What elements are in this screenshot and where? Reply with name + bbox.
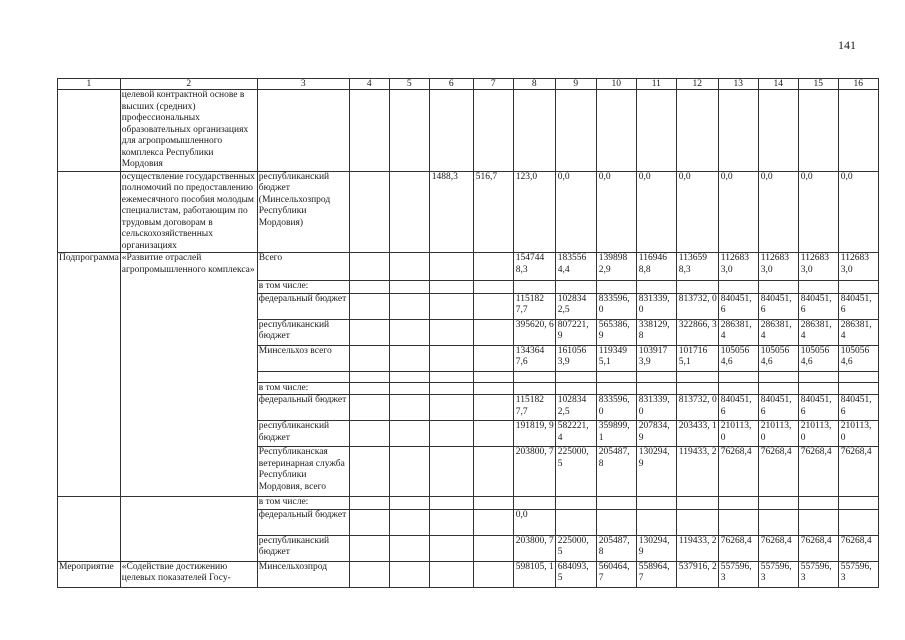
table-cell bbox=[389, 281, 429, 294]
table-cell bbox=[389, 371, 429, 382]
table-cell: 225000, 5 bbox=[555, 535, 596, 561]
table-cell bbox=[429, 421, 473, 447]
table-cell bbox=[555, 90, 596, 172]
table-cell: 537916, 2 bbox=[676, 561, 718, 587]
table-cell bbox=[596, 509, 636, 535]
column-header: 11 bbox=[636, 79, 676, 90]
table-cell bbox=[758, 281, 798, 294]
table-cell bbox=[429, 535, 473, 561]
table-cell bbox=[349, 281, 389, 294]
table-cell bbox=[389, 319, 429, 345]
table-cell bbox=[473, 421, 513, 447]
table-cell: 116946 8,8 bbox=[636, 253, 676, 281]
table-cell bbox=[473, 293, 513, 319]
column-header: 10 bbox=[596, 79, 636, 90]
table-cell bbox=[389, 561, 429, 587]
table-cell bbox=[838, 497, 878, 510]
table-cell: целевой контрактной основе в высших (средних) профессиональных образовательных организациях для агропромышленного комплекса Республики Мордовия bbox=[120, 90, 257, 172]
table-cell bbox=[513, 382, 555, 395]
table-cell: 557596, 3 bbox=[798, 561, 838, 587]
table-cell: 0,0 bbox=[758, 171, 798, 253]
column-header: 5 bbox=[389, 79, 429, 90]
table-cell: 516,7 bbox=[473, 171, 513, 253]
table-cell: 0,0 bbox=[513, 509, 555, 535]
table-cell bbox=[676, 509, 718, 535]
table-cell bbox=[257, 371, 349, 382]
table-cell bbox=[349, 395, 389, 421]
table-cell bbox=[798, 497, 838, 510]
table-cell: 831339, 0 bbox=[636, 293, 676, 319]
table-cell bbox=[349, 447, 389, 497]
table-cell: 0,0 bbox=[798, 171, 838, 253]
table-cell: 322866, 3 bbox=[676, 319, 718, 345]
table-cell: 813732, 0 bbox=[676, 395, 718, 421]
table-cell: 833596, 0 bbox=[596, 395, 636, 421]
table-cell bbox=[636, 509, 676, 535]
table-cell bbox=[389, 253, 429, 281]
table-cell: 134364 7,6 bbox=[513, 345, 555, 371]
table-cell: 840451, 6 bbox=[758, 395, 798, 421]
table-cell: 119349 5,1 bbox=[596, 345, 636, 371]
table-cell: 598105, 1 bbox=[513, 561, 555, 587]
table-cell bbox=[389, 509, 429, 535]
table-cell bbox=[429, 497, 473, 510]
table-cell bbox=[513, 371, 555, 382]
table-cell bbox=[555, 509, 596, 535]
table-cell bbox=[838, 281, 878, 294]
table-cell: 76268,4 bbox=[758, 535, 798, 561]
table-cell: 840451, 6 bbox=[718, 293, 758, 319]
table-cell bbox=[389, 421, 429, 447]
table-cell bbox=[838, 371, 878, 382]
table-cell bbox=[429, 293, 473, 319]
column-header: 13 bbox=[718, 79, 758, 90]
table-cell bbox=[676, 281, 718, 294]
table-cell: 76268,4 bbox=[718, 447, 758, 497]
table-cell bbox=[473, 535, 513, 561]
table-cell bbox=[473, 253, 513, 281]
table-cell bbox=[389, 382, 429, 395]
table-cell bbox=[555, 371, 596, 382]
table-cell: 210113, 0 bbox=[758, 421, 798, 447]
column-header: 3 bbox=[257, 79, 349, 90]
table-cell: 833596, 0 bbox=[596, 293, 636, 319]
table-cell: республиканский бюджет (Минсельхозпрод Республики Мордовия) bbox=[257, 171, 349, 253]
table-cell: 813732, 0 bbox=[676, 293, 718, 319]
table-cell bbox=[389, 497, 429, 510]
table-cell: 130294, 9 bbox=[636, 447, 676, 497]
table-cell: 112683 3,0 bbox=[838, 253, 878, 281]
table-cell bbox=[838, 509, 878, 535]
table-cell: 139898 2,9 bbox=[596, 253, 636, 281]
table-cell: 286381, 4 bbox=[718, 319, 758, 345]
table-cell: в том числе: bbox=[257, 497, 349, 510]
table-cell: 338129, 8 bbox=[636, 319, 676, 345]
table-cell bbox=[473, 281, 513, 294]
table-cell: 210113, 0 bbox=[798, 421, 838, 447]
table-cell: 684093, 5 bbox=[555, 561, 596, 587]
table-cell bbox=[596, 371, 636, 382]
header-row bbox=[58, 79, 879, 90]
table-cell: 76268,4 bbox=[838, 535, 878, 561]
table-cell: 0,0 bbox=[636, 171, 676, 253]
table-cell bbox=[473, 447, 513, 497]
table-cell bbox=[758, 497, 798, 510]
column-header: 7 bbox=[473, 79, 513, 90]
table-cell: республиканский бюджет bbox=[257, 535, 349, 561]
table-cell bbox=[555, 497, 596, 510]
table-cell bbox=[473, 561, 513, 587]
table-cell: 112683 3,0 bbox=[718, 253, 758, 281]
column-header: 12 bbox=[676, 79, 718, 90]
column-header: 2 bbox=[120, 79, 257, 90]
table-cell: 557596, 3 bbox=[758, 561, 798, 587]
table-cell bbox=[58, 497, 121, 562]
table-cell: 203800, 7 bbox=[513, 447, 555, 497]
table-cell bbox=[718, 497, 758, 510]
table-cell bbox=[473, 395, 513, 421]
table-cell bbox=[758, 90, 798, 172]
table-cell: 582221, 4 bbox=[555, 421, 596, 447]
table-cell bbox=[349, 171, 389, 253]
table-cell bbox=[429, 281, 473, 294]
table-cell: 225000, 5 bbox=[555, 447, 596, 497]
table-cell: 557596, 3 bbox=[718, 561, 758, 587]
table-cell: 76268,4 bbox=[798, 447, 838, 497]
table-cell: 207834, 9 bbox=[636, 421, 676, 447]
table-cell: 0,0 bbox=[676, 171, 718, 253]
table-cell: 115182 7,7 bbox=[513, 395, 555, 421]
table-cell: 101716 5,1 bbox=[676, 345, 718, 371]
table-cell bbox=[58, 171, 121, 253]
table-cell bbox=[429, 253, 473, 281]
table-cell bbox=[798, 509, 838, 535]
table-cell bbox=[473, 497, 513, 510]
table-cell: федеральный бюджет bbox=[257, 293, 349, 319]
column-header: 9 bbox=[555, 79, 596, 90]
table-cell bbox=[838, 90, 878, 172]
table-cell bbox=[349, 497, 389, 510]
table-cell: 0,0 bbox=[555, 171, 596, 253]
table-cell: в том числе: bbox=[257, 281, 349, 294]
table-cell: 191819, 9 bbox=[513, 421, 555, 447]
table-cell bbox=[798, 281, 838, 294]
table-row bbox=[58, 171, 879, 253]
table-cell bbox=[473, 319, 513, 345]
table-cell: в том числе: bbox=[257, 382, 349, 395]
table-cell: 831339, 0 bbox=[636, 395, 676, 421]
table-cell: 105056 4,6 bbox=[798, 345, 838, 371]
table-cell bbox=[513, 281, 555, 294]
table-cell bbox=[429, 319, 473, 345]
column-header: 14 bbox=[758, 79, 798, 90]
table-cell bbox=[596, 90, 636, 172]
table-cell bbox=[473, 509, 513, 535]
table-cell bbox=[389, 171, 429, 253]
table-cell bbox=[389, 395, 429, 421]
table-cell: «Развитие отраслей агропромышленного комплекса» bbox=[120, 253, 257, 497]
table-cell: 115182 7,7 bbox=[513, 293, 555, 319]
table-cell bbox=[676, 90, 718, 172]
table-cell: 840451, 6 bbox=[758, 293, 798, 319]
table-cell: 119433, 2 bbox=[676, 535, 718, 561]
table-cell: Всего bbox=[257, 253, 349, 281]
table-cell bbox=[349, 293, 389, 319]
table-cell bbox=[389, 293, 429, 319]
page-number: 141 bbox=[838, 38, 856, 52]
table-cell: 76268,4 bbox=[838, 447, 878, 497]
table-cell bbox=[555, 281, 596, 294]
table-cell: 807221, 9 bbox=[555, 319, 596, 345]
table-cell bbox=[596, 497, 636, 510]
table-cell: 286381, 4 bbox=[798, 319, 838, 345]
table-cell bbox=[429, 395, 473, 421]
table-cell bbox=[349, 371, 389, 382]
table-row bbox=[58, 253, 879, 281]
table-cell: 558964, 7 bbox=[636, 561, 676, 587]
table-cell bbox=[429, 447, 473, 497]
table-cell: 103917 3,9 bbox=[636, 345, 676, 371]
column-header: 4 bbox=[349, 79, 389, 90]
table-cell bbox=[718, 382, 758, 395]
table-cell: 210113, 0 bbox=[718, 421, 758, 447]
table-cell bbox=[718, 509, 758, 535]
table-cell: 210113, 0 bbox=[838, 421, 878, 447]
table-cell: 102834 2,5 bbox=[555, 293, 596, 319]
table-cell: 76268,4 bbox=[798, 535, 838, 561]
table-cell: 0,0 bbox=[718, 171, 758, 253]
table-cell: 205487, 8 bbox=[596, 535, 636, 561]
table-row bbox=[58, 497, 879, 510]
table-cell: 286381, 4 bbox=[838, 319, 878, 345]
column-header: 6 bbox=[429, 79, 473, 90]
table-cell bbox=[349, 561, 389, 587]
table-cell bbox=[429, 382, 473, 395]
table-cell bbox=[473, 371, 513, 382]
table-cell bbox=[636, 90, 676, 172]
table-cell bbox=[636, 497, 676, 510]
table-cell: 102834 2,5 bbox=[555, 395, 596, 421]
table-cell: 112683 3,0 bbox=[798, 253, 838, 281]
table-cell: Подпрограмма bbox=[58, 253, 121, 497]
table-cell bbox=[389, 90, 429, 172]
table-row bbox=[58, 561, 879, 587]
table-cell bbox=[555, 382, 596, 395]
table-cell bbox=[596, 382, 636, 395]
table-cell bbox=[429, 561, 473, 587]
table-cell: 205487, 8 bbox=[596, 447, 636, 497]
table-cell bbox=[798, 371, 838, 382]
table-cell bbox=[349, 509, 389, 535]
table-cell bbox=[58, 90, 121, 172]
table-cell bbox=[473, 90, 513, 172]
table-cell: 840451, 6 bbox=[718, 395, 758, 421]
table-cell: Мероприятие bbox=[58, 561, 121, 587]
column-header: 16 bbox=[838, 79, 878, 90]
table-cell bbox=[257, 90, 349, 172]
table-cell bbox=[636, 371, 676, 382]
table-cell: 154744 8,3 bbox=[513, 253, 555, 281]
table-cell bbox=[636, 382, 676, 395]
table-cell bbox=[349, 319, 389, 345]
table-cell bbox=[718, 90, 758, 172]
table-cell bbox=[349, 253, 389, 281]
table-cell: Минсельхозпрод bbox=[257, 561, 349, 587]
table-cell: 840451, 6 bbox=[838, 293, 878, 319]
table-cell: 840451, 6 bbox=[798, 395, 838, 421]
table-cell bbox=[349, 382, 389, 395]
table-cell bbox=[676, 371, 718, 382]
table-cell bbox=[120, 497, 257, 562]
table-cell bbox=[429, 90, 473, 172]
table-cell: 123,0 bbox=[513, 171, 555, 253]
table-cell: 203433, 1 bbox=[676, 421, 718, 447]
table-cell bbox=[513, 90, 555, 172]
table-cell: 203800, 7 bbox=[513, 535, 555, 561]
table-cell: 359899, 1 bbox=[596, 421, 636, 447]
table-cell bbox=[429, 345, 473, 371]
table-cell bbox=[718, 281, 758, 294]
table-cell: республиканский бюджет bbox=[257, 421, 349, 447]
table-row bbox=[58, 90, 879, 172]
table-cell: 112683 3,0 bbox=[758, 253, 798, 281]
table-cell bbox=[349, 535, 389, 561]
table-cell bbox=[758, 509, 798, 535]
table-cell: 76268,4 bbox=[758, 447, 798, 497]
table-cell bbox=[389, 535, 429, 561]
table-cell: 105056 4,6 bbox=[758, 345, 798, 371]
table-cell: 76268,4 bbox=[718, 535, 758, 561]
table-cell: 183556 4,4 bbox=[555, 253, 596, 281]
table-cell bbox=[473, 345, 513, 371]
table-cell bbox=[838, 382, 878, 395]
table-cell bbox=[473, 382, 513, 395]
table-cell bbox=[513, 497, 555, 510]
table-cell: 105056 4,6 bbox=[838, 345, 878, 371]
table-cell bbox=[676, 382, 718, 395]
table-cell: «Содействие достижению целевых показателей Госу- bbox=[120, 561, 257, 587]
table-cell bbox=[758, 371, 798, 382]
table-cell bbox=[798, 382, 838, 395]
table-cell: республиканский бюджет bbox=[257, 319, 349, 345]
table-cell bbox=[758, 382, 798, 395]
table-cell: 119433, 2 bbox=[676, 447, 718, 497]
table-cell bbox=[429, 371, 473, 382]
table-cell: 0,0 bbox=[596, 171, 636, 253]
table-cell bbox=[349, 421, 389, 447]
column-header: 8 bbox=[513, 79, 555, 90]
table-cell bbox=[349, 90, 389, 172]
table-cell bbox=[596, 281, 636, 294]
table-cell: федеральный бюджет bbox=[257, 509, 349, 535]
table-cell bbox=[349, 345, 389, 371]
table-cell: 161056 3,9 bbox=[555, 345, 596, 371]
table-cell: 557596, 3 bbox=[838, 561, 878, 587]
table-cell bbox=[676, 497, 718, 510]
table-cell bbox=[389, 345, 429, 371]
table-cell: 840451, 6 bbox=[838, 395, 878, 421]
table-cell bbox=[429, 509, 473, 535]
column-header: 15 bbox=[798, 79, 838, 90]
table-cell: 130294, 9 bbox=[636, 535, 676, 561]
table-cell: 840451, 6 bbox=[798, 293, 838, 319]
table-cell: 0,0 bbox=[838, 171, 878, 253]
table-cell: 286381, 4 bbox=[758, 319, 798, 345]
table-cell: 113659 8,3 bbox=[676, 253, 718, 281]
table-cell: Республиканская ветеринарная служба Республики Мордовия, всего bbox=[257, 447, 349, 497]
table-cell: 395620, 6 bbox=[513, 319, 555, 345]
table-cell: федеральный бюджет bbox=[257, 395, 349, 421]
table-cell bbox=[389, 447, 429, 497]
table-cell: 1488,3 bbox=[429, 171, 473, 253]
table-cell bbox=[636, 281, 676, 294]
column-header: 1 bbox=[58, 79, 121, 90]
table-cell: осуществление государственных полномочий по предоставлению ежемесячного пособия молодым специалистам, работающим по трудовым договорам в сельскохозяйственных организациях bbox=[120, 171, 257, 253]
table-cell: 560464, 7 bbox=[596, 561, 636, 587]
budget-table bbox=[57, 78, 879, 588]
table-cell: 105056 4,6 bbox=[718, 345, 758, 371]
table-cell bbox=[718, 371, 758, 382]
table-cell bbox=[798, 90, 838, 172]
table-cell: Минсельхоз всего bbox=[257, 345, 349, 371]
table-cell: 565386, 9 bbox=[596, 319, 636, 345]
